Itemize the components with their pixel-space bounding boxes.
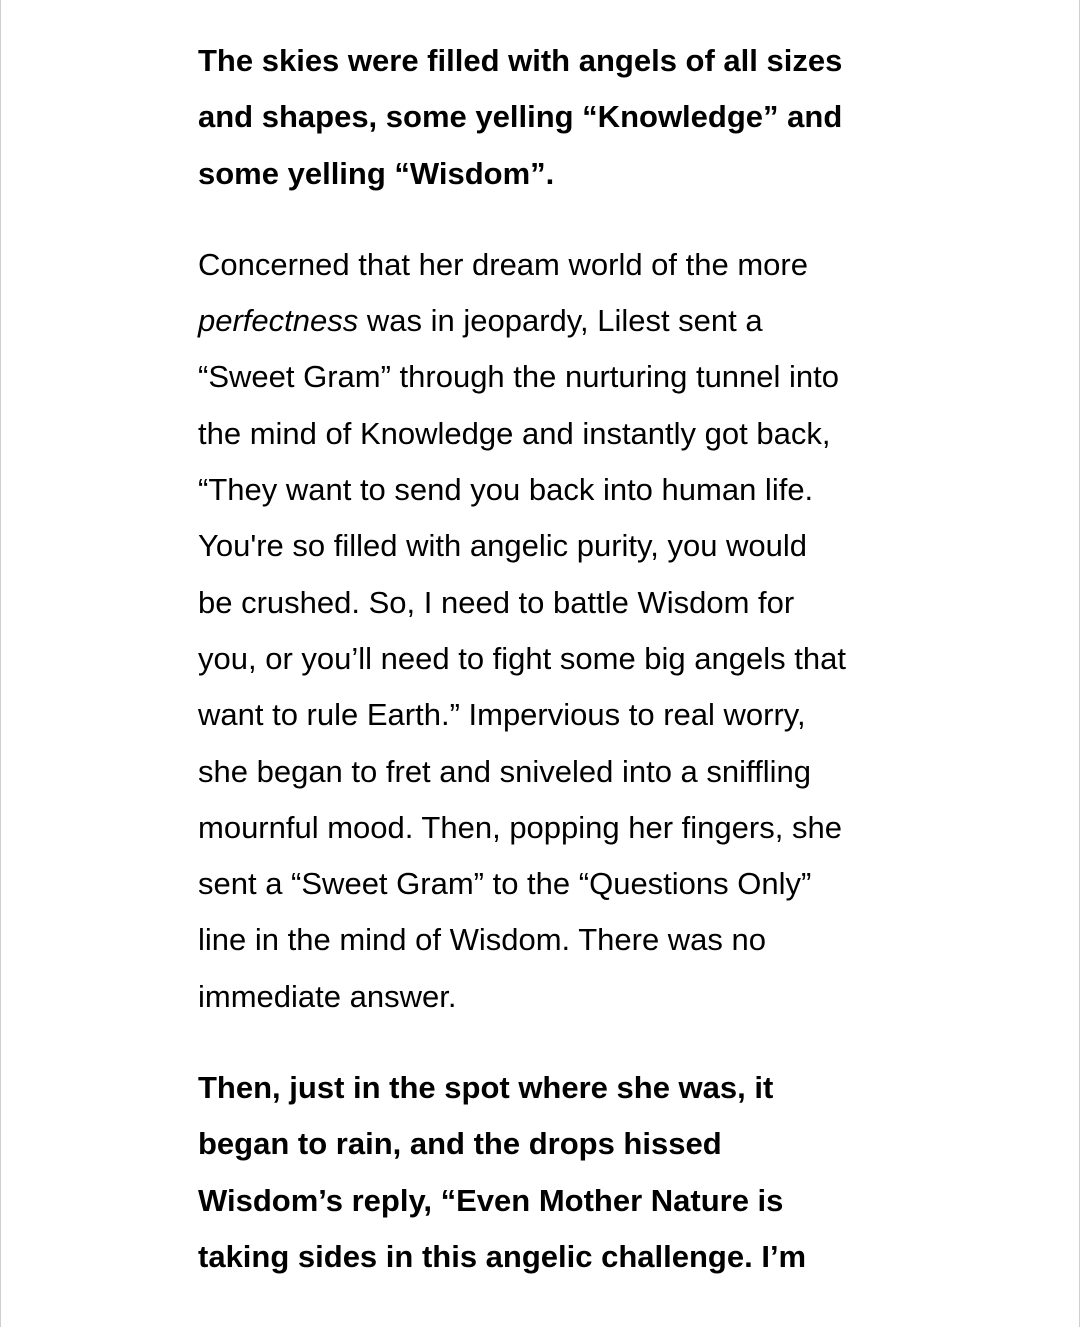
document-body: [198, 33, 898, 1285]
text-line: taking sides in this angelic challenge. I’m: [198, 1238, 807, 1274]
text-line: immediate answer.: [198, 978, 457, 1014]
text-line: “Sweet Gram” through the nurturing tunnel into: [198, 359, 840, 395]
text-line: sent a “Sweet Gram” to the “Questions Only”: [198, 866, 812, 902]
text-fragment: was in jeopardy, Lilest sent a: [358, 303, 763, 339]
text-line-with-italic: [198, 293, 898, 349]
italic-word: perfectness: [198, 303, 359, 339]
text-line: You're so filled with angelic purity, you would: [198, 528, 808, 564]
text-line: some yelling “Wisdom”.: [198, 155, 555, 191]
text-line: be crushed. So, I need to battle Wisdom for: [198, 584, 795, 620]
paragraph-bold-intro: [198, 33, 898, 202]
text-line: mournful mood. Then, popping her fingers, she: [198, 809, 842, 845]
paragraph-bold-closing: [198, 1060, 898, 1285]
text-line: The skies were filled with angels of all sizes: [198, 43, 843, 78]
text-line: want to rule Earth.” Impervious to real worry,: [198, 697, 806, 733]
text-line: Wisdom’s reply, “Even Mother Nature is: [198, 1182, 784, 1218]
text-line: the mind of Knowledge and instantly got back,: [198, 415, 831, 451]
text-line: line in the mind of Wisdom. There was no: [198, 922, 767, 958]
paragraph-body: [198, 237, 898, 1025]
text-line: she began to fret and sniveled into a sniffling: [198, 753, 811, 789]
text-line: Then, just in the spot where she was, it: [198, 1070, 774, 1106]
text-line: Concerned that her dream world of the more: [198, 246, 808, 282]
text-line: “They want to send you back into human life.: [198, 472, 814, 508]
text-line: and shapes, some yelling “Knowledge” and: [198, 99, 843, 135]
text-line: began to rain, and the drops hissed: [198, 1126, 722, 1162]
text-line: you, or you’ll need to fight some big angels that: [198, 640, 846, 676]
